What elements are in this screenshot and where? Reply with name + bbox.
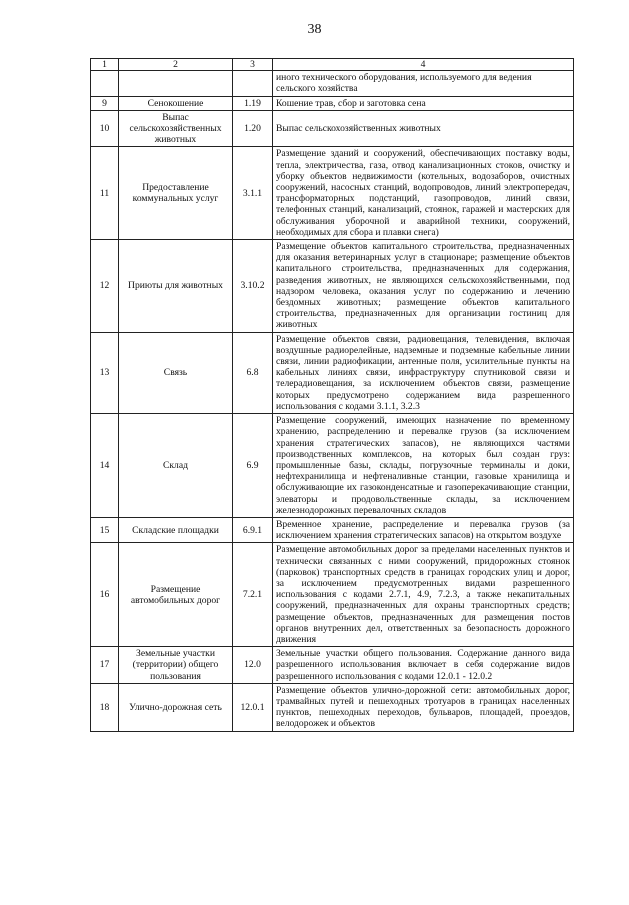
land-use-description: Размещение автомобильных дорог за пределами населенных пунктов и технически связанных с ними сооружений, придорожных стоянок (парковок) транспортных средств в границах городских улиц и дорог, за исключением предусмотренных видами разрешенного использования с кодами 2.7.1, 4.9, 7.2.3, а также некапитальных сооружений, предназначенных для охраны транспортных средств; размещение объектов, предназначенных для размещения постов органов внутренних дел, ответственных за безопасность дорожного движения xyxy=(273,543,574,647)
land-use-code: 1.19 xyxy=(233,96,273,110)
land-use-code: 6.9 xyxy=(233,414,273,518)
land-use-description: Размещение объектов связи, радиовещания, телевидения, включая воздушные радиорелейные, надземные и подземные кабельные линии связи, линии радиофикации, антенные поля, усилительные пункты на кабельных линиях связи, инфраструктуру спутниковой связи и телерадиовещания, за исключением объектов связи, размещение которых предусмотрено содержанием вида разрешенного использования с кодами 3.1.1, 3.2.3 xyxy=(273,332,574,413)
table-row xyxy=(91,240,574,333)
row-number: 17 xyxy=(91,647,119,684)
row-number: 18 xyxy=(91,683,119,731)
land-use-description: иного технического оборудования, используемого для ведения сельского хозяйства xyxy=(273,71,574,96)
table-row xyxy=(91,683,574,731)
land-use-code: 1.20 xyxy=(233,110,273,147)
row-number: 11 xyxy=(91,147,119,240)
land-use-name: Улично-дорожная сеть xyxy=(119,683,233,731)
column-header: 1 xyxy=(91,59,119,71)
land-use-table xyxy=(90,58,574,732)
table-header-row xyxy=(91,59,574,71)
land-use-description: Размещение объектов улично-дорожной сети: автомобильных дорог, трамвайных путей и пешеходных тротуаров в границах населенных пунктов, пешеходных переходов, бульваров, площадей, проездов, велодорожек и объектов xyxy=(273,683,574,731)
land-use-code: 6.8 xyxy=(233,332,273,413)
row-number: 9 xyxy=(91,96,119,110)
land-use-code: 12.0.1 xyxy=(233,683,273,731)
column-header: 4 xyxy=(273,59,574,71)
land-use-code xyxy=(233,71,273,96)
column-header: 3 xyxy=(233,59,273,71)
table-row xyxy=(91,110,574,147)
land-use-description: Размещение сооружений, имеющих назначение по временному хранению, распределению и перевалке грузов (за исключением хранения стратегических запасов), не являющихся частями производственных комплексов, на которых был создан груз: промышленные базы, склады, погрузочные терминалы и доки, нефтехранилища и нефтеналивные станции, газовые хранилища и обслуживающие их газоконденсатные и газоперекачивающие станции, элеваторы и продовольственные склады, за исключением железнодорожных перевалочных складов xyxy=(273,414,574,518)
land-use-name xyxy=(119,71,233,96)
land-use-code: 3.10.2 xyxy=(233,240,273,333)
table-row xyxy=(91,147,574,240)
row-number: 14 xyxy=(91,414,119,518)
land-use-name: Выпас сельскохозяйственных животных xyxy=(119,110,233,147)
land-use-code: 3.1.1 xyxy=(233,147,273,240)
table-row xyxy=(91,71,574,96)
land-use-name: Размещение автомобильных дорог xyxy=(119,543,233,647)
table-row xyxy=(91,414,574,518)
land-use-code: 6.9.1 xyxy=(233,517,273,542)
table-body xyxy=(91,59,574,732)
land-use-description: Временное хранение, распределение и перевалка грузов (за исключением хранения стратегических запасов) на открытом воздухе xyxy=(273,517,574,542)
land-use-name: Связь xyxy=(119,332,233,413)
land-use-name: Сенокошение xyxy=(119,96,233,110)
land-use-code: 7.2.1 xyxy=(233,543,273,647)
land-use-name: Складские площадки xyxy=(119,517,233,542)
column-header: 2 xyxy=(119,59,233,71)
land-use-name: Земельные участки (территории) общего пользования xyxy=(119,647,233,684)
land-use-name: Приюты для животных xyxy=(119,240,233,333)
table-row xyxy=(91,647,574,684)
row-number: 12 xyxy=(91,240,119,333)
table-row xyxy=(91,332,574,413)
land-use-description: Размещение объектов капитального строительства, предназначенных для оказания ветеринарных услуг в стационаре; размещение объектов капитального строительства, предназначенных для содержания, разведения животных, не являющихся сельскохозяйственными, под надзором человека, оказания услуг по содержанию и лечению бездомных животных; размещение объектов капитального строительства, предназначенных для организации гостиниц для животных xyxy=(273,240,574,333)
land-use-name: Предоставление коммунальных услуг xyxy=(119,147,233,240)
table-row xyxy=(91,96,574,110)
land-use-code: 12.0 xyxy=(233,647,273,684)
row-number: 10 xyxy=(91,110,119,147)
land-use-description: Кошение трав, сбор и заготовка сена xyxy=(273,96,574,110)
land-use-description: Земельные участки общего пользования. Содержание данного вида разрешенного использования включает в себя содержание видов разрешенного использования с кодами 12.0.1 - 12.0.2 xyxy=(273,647,574,684)
land-use-name: Склад xyxy=(119,414,233,518)
table-row xyxy=(91,543,574,647)
row-number xyxy=(91,71,119,96)
page-number: 38 xyxy=(307,22,322,37)
row-number: 13 xyxy=(91,332,119,413)
land-use-description: Выпас сельскохозяйственных животных xyxy=(273,110,574,147)
row-number: 16 xyxy=(91,543,119,647)
table-row xyxy=(91,517,574,542)
row-number: 15 xyxy=(91,517,119,542)
land-use-description: Размещение зданий и сооружений, обеспечивающих поставку воды, тепла, электричества, газа, отвод канализационных стоков, очистку и уборку объектов недвижимости (котельных, водозаборов, очистных сооружений, насосных станций, водопроводов, линий электропередач, трансформаторных подстанций, газопроводов, линий связи, телефонных станций, канализаций, стоянок, гаражей и мастерских для обслуживания уборочной и аварийной техники, сооружений, необходимых для сбора и плавки снега) xyxy=(273,147,574,240)
